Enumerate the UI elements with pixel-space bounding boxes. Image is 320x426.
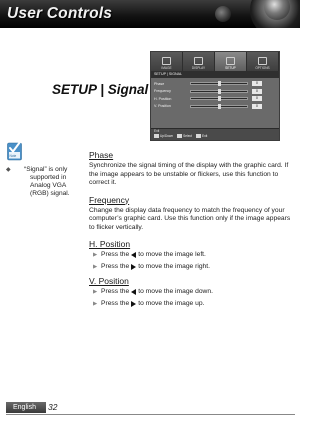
osd-hint <box>154 134 173 138</box>
page-number: 32 <box>48 402 58 412</box>
osd-tab-image <box>151 52 183 71</box>
osd-hint <box>196 134 207 138</box>
osd-row-value: 0 <box>252 89 262 94</box>
list-item <box>89 251 295 260</box>
osd-slider-knob <box>218 89 221 94</box>
osd-row-value: 0 <box>252 96 262 101</box>
options-tab-icon <box>258 57 267 65</box>
osd-tab-bar <box>151 52 279 71</box>
section-heading: Frequency <box>89 194 130 205</box>
section-frequency <box>89 195 295 233</box>
footer-divider <box>6 414 295 415</box>
osd-row-label: Frequency <box>154 89 171 94</box>
osd-tab-label: IMAGE <box>161 66 172 70</box>
bullet-text: to move the image up. <box>138 299 205 307</box>
language-tab: English <box>6 402 46 413</box>
osd-hint <box>177 134 192 138</box>
decorative-lens <box>215 6 231 22</box>
bullet-text: to move the image left. <box>138 251 206 258</box>
osd-hint-bar <box>154 134 207 138</box>
osd-tab-label: OPTIONS <box>255 66 270 70</box>
section-v-position <box>89 276 295 308</box>
osd-slider <box>190 90 248 93</box>
main-content <box>89 150 295 311</box>
osd-hint-label: Select <box>183 134 192 138</box>
section-phase <box>89 150 295 188</box>
bullet-caret-icon: ▶ <box>93 289 98 295</box>
section-title: SETUP | Signal <box>52 82 149 97</box>
osd-slider <box>190 97 248 100</box>
osd-tab-label: DISPLAY <box>191 66 206 70</box>
osd-row <box>154 103 276 111</box>
osd-hint-label: Up/Down <box>160 134 174 138</box>
section-heading: Phase <box>89 150 114 160</box>
osd-tab-setup <box>215 52 247 71</box>
section-h-position <box>89 239 295 271</box>
osd-row <box>154 80 276 88</box>
osd-subtitle: SETUP | SIGNAL <box>151 71 279 78</box>
section-heading: H. Position <box>89 239 131 249</box>
bullet-caret-icon: ▶ <box>93 300 98 307</box>
bullet-text: Press the <box>101 251 130 258</box>
left-arrow-key-icon <box>131 252 136 258</box>
page-title: User Controls <box>7 5 113 22</box>
image-tab-icon <box>162 57 171 65</box>
note-bullet-icon: ◆ <box>6 167 11 173</box>
up-down-key-icon <box>154 134 159 138</box>
osd-tab-options <box>247 52 279 71</box>
bullet-caret-icon: ▶ <box>93 263 98 270</box>
osd-row <box>154 88 276 96</box>
exit-key-icon <box>196 134 201 138</box>
osd-exit-label: Exit <box>154 129 160 133</box>
section-text: Synchronize the signal timing of the display with the graphic card. If the image appears to be unstable or flickers, use this function to correct it. <box>89 162 289 186</box>
osd-slider <box>190 105 248 108</box>
osd-row-value: 0 <box>252 104 262 109</box>
section-heading: V. Position <box>89 276 129 286</box>
bullet-text: to move the image right. <box>138 262 210 270</box>
note-text-block <box>6 166 84 198</box>
setup-tab-icon <box>226 57 235 65</box>
osd-slider <box>190 82 248 85</box>
osd-slider-knob <box>218 96 221 101</box>
osd-row-label: H. Position <box>154 96 172 101</box>
page-header <box>0 0 300 28</box>
select-key-icon <box>177 134 182 138</box>
osd-row-label: Phase <box>154 81 165 86</box>
osd-hint-label: Exit <box>201 134 208 138</box>
note-text: “Signal” is only supported in Analog VGA (RGB) signal. <box>24 166 70 197</box>
osd-footer <box>151 128 279 140</box>
bullet-text: Press the <box>101 288 130 295</box>
list-item <box>89 288 295 297</box>
osd-setting-list <box>151 78 279 110</box>
osd-slider-knob <box>218 81 221 86</box>
display-tab-icon <box>194 57 203 65</box>
left-arrow-key-icon <box>131 289 136 295</box>
osd-row-value: 0 <box>252 81 262 86</box>
note-icon-label: Note <box>9 154 17 158</box>
list-item <box>89 263 295 272</box>
osd-tab-label: SETUP <box>225 66 236 70</box>
note-icon <box>7 141 22 161</box>
bullet-text: Press the <box>101 299 130 307</box>
right-arrow-key-icon <box>131 301 136 307</box>
osd-row-label: V. Position <box>154 104 171 109</box>
osd-menu-screenshot <box>150 51 280 141</box>
right-arrow-key-icon <box>131 264 136 270</box>
bullet-text: to move the image down. <box>138 288 213 295</box>
osd-tab-display <box>183 52 215 71</box>
osd-slider-knob <box>218 104 221 109</box>
bullet-text: Press the <box>101 262 130 270</box>
osd-row <box>154 95 276 103</box>
list-item <box>89 300 295 309</box>
page-footer <box>0 402 300 414</box>
section-text: Change the display data frequency to match the frequency of your computer’s graphic card. Use this function only if the image appears to flicker vertically. <box>89 206 291 231</box>
bullet-caret-icon: ▶ <box>93 252 98 258</box>
